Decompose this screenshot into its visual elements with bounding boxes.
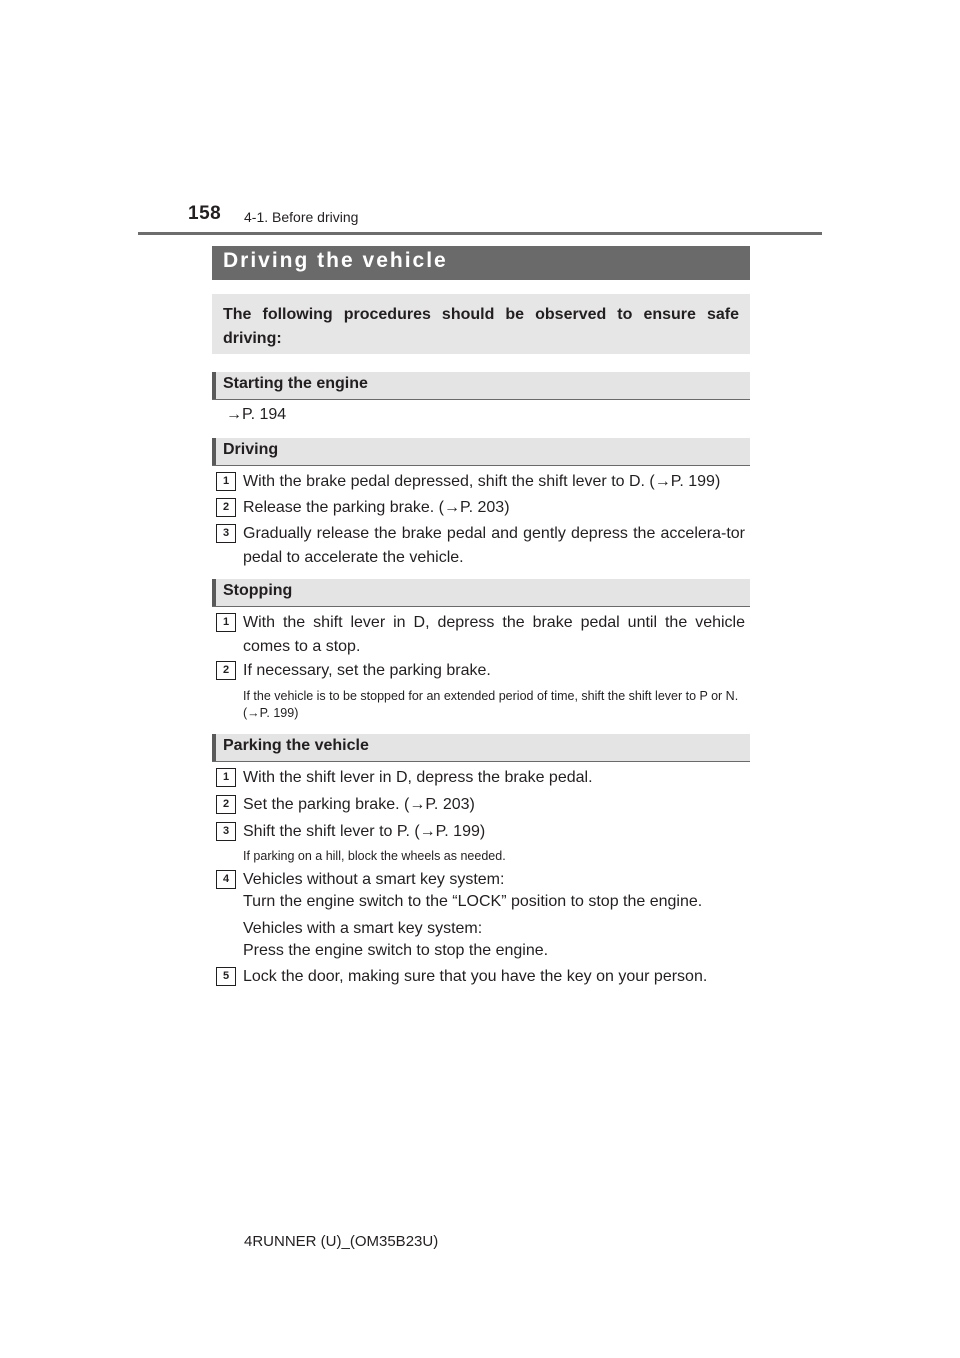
footer-model-code: 4RUNNER (U)_(OM35B23U) <box>244 1233 439 1250</box>
intro-box <box>212 294 750 354</box>
step-number: 1 <box>216 613 236 632</box>
step-number: 4 <box>216 870 236 889</box>
step-text: Release the parking brake. (→P. 203) <box>243 499 510 516</box>
step-number: 2 <box>216 661 236 680</box>
note-text: If the vehicle is to be stopped for an extended period of time, shift the shift lever to P or N. (→P. 199) <box>243 689 739 720</box>
subheading-stopping <box>212 579 750 607</box>
step-number: 2 <box>216 498 236 517</box>
step-text: Set the parking brake. (→P. 203) <box>243 796 475 813</box>
step-text: With the shift lever in D, depress the brake pedal until the vehicle comes to a stop. <box>243 614 745 655</box>
page-number: 158 <box>188 203 222 224</box>
header-rule <box>138 232 822 235</box>
step-text: Gradually release the brake pedal and gently depress the accelera-tor pedal to accelerate the vehicle. <box>243 525 745 566</box>
section-reference: 4-1. Before driving <box>244 209 359 225</box>
step-text: With the brake pedal depressed, shift the shift lever to D. (→P. 199) <box>243 473 721 490</box>
subheading-starting-engine <box>212 372 750 400</box>
intro-text: The following procedures should be observed to ensure safe driving: <box>223 306 739 347</box>
subheading-label: Parking the vehicle <box>223 737 369 754</box>
step-number: 2 <box>216 795 236 814</box>
step-number: 3 <box>216 524 236 543</box>
step-number: 3 <box>216 822 236 841</box>
page-reference: →P. 194 <box>226 406 287 423</box>
subheading-label: Stopping <box>223 582 293 599</box>
page-header <box>188 203 828 233</box>
step-number: 1 <box>216 472 236 491</box>
step-text: Vehicles without a smart key system: <box>243 871 505 888</box>
step-number: 1 <box>216 768 236 787</box>
step-text: Press the engine switch to stop the engine. <box>243 942 549 959</box>
note-text: If parking on a hill, block the wheels as needed. <box>243 849 506 863</box>
subheading-label: Starting the engine <box>223 375 368 392</box>
step-text: Vehicles with a smart key system: <box>243 920 483 937</box>
subheading-label: Driving <box>223 441 279 458</box>
page-title: Driving the vehicle <box>223 249 448 272</box>
step-text: If necessary, set the parking brake. <box>243 662 491 679</box>
step-number: 5 <box>216 967 236 986</box>
subheading-parking <box>212 734 750 762</box>
subheading-driving <box>212 438 750 466</box>
step-text: With the shift lever in D, depress the brake pedal. <box>243 769 593 786</box>
step-text: Lock the door, making sure that you have the key on your person. <box>243 968 708 985</box>
page-title-bar <box>212 246 750 280</box>
step-text: Turn the engine switch to the “LOCK” position to stop the engine. <box>243 893 703 910</box>
step-text: Shift the shift lever to P. (→P. 199) <box>243 823 486 840</box>
